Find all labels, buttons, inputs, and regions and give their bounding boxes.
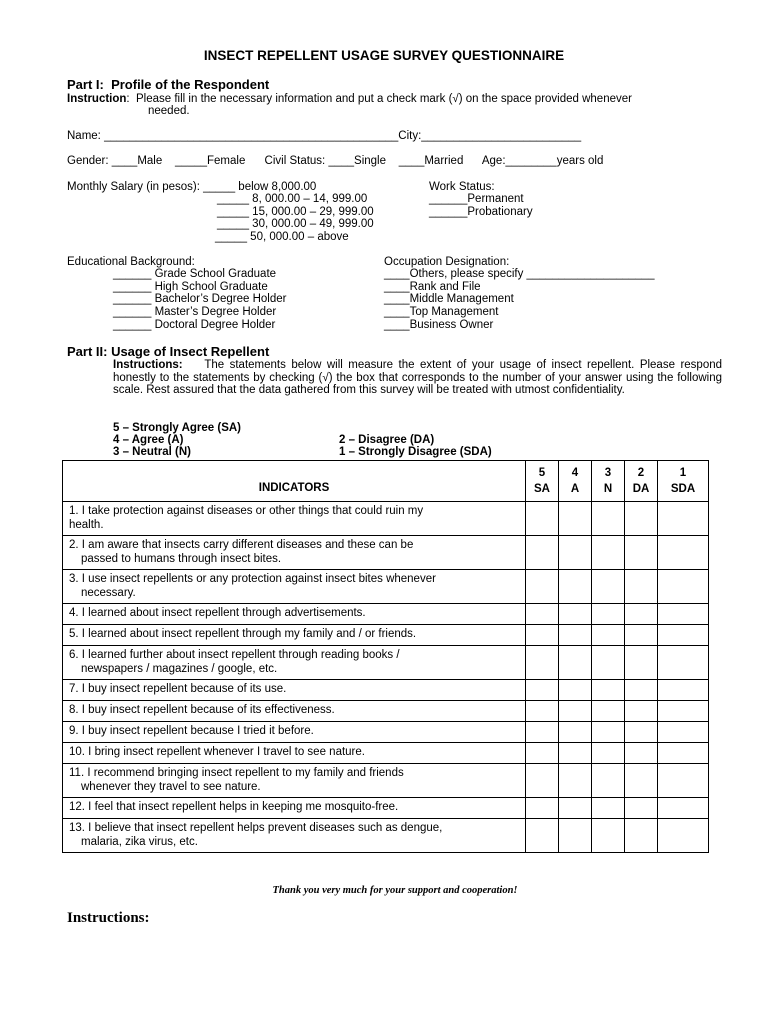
page-title: INSECT REPELLENT USAGE SURVEY QUESTIONNAIRE (203, 48, 565, 63)
table-row (63, 570, 709, 604)
rating-checkbox-cell[interactable] (658, 798, 709, 819)
rating-checkbox-cell[interactable] (559, 625, 592, 646)
indicator-cell (63, 536, 526, 570)
salary-option[interactable]: _____ 50, 000.00 – above (215, 231, 349, 243)
scale-column-header: 4 A (559, 461, 592, 502)
rating-checkbox-cell[interactable] (526, 743, 559, 764)
rating-checkbox-cell[interactable] (559, 680, 592, 701)
table-row (63, 536, 709, 570)
rating-checkbox-cell[interactable] (559, 570, 592, 604)
scale-column-header: 5 SA (526, 461, 559, 502)
occupation-option[interactable]: ____Middle Management (384, 293, 514, 305)
indicator-text: 8. I buy insect repellent because of its effectiveness. (69, 704, 335, 717)
table-row (63, 646, 709, 680)
rating-checkbox-cell[interactable] (559, 536, 592, 570)
scale-column-header: 2 DA (625, 461, 658, 502)
indicators-header: INDICATORS (63, 461, 526, 502)
scale-da: 2 – Disagree (DA) (339, 434, 435, 446)
indicator-cell (63, 743, 526, 764)
rating-checkbox-cell[interactable] (658, 764, 709, 798)
indicator-cell (63, 722, 526, 743)
education-label: Educational Background: (67, 256, 195, 268)
indicator-cell (63, 798, 526, 819)
indicator-text: 4. I learned about insect repellent through advertisements. (69, 607, 366, 620)
thank-you-note: Thank you very much for your support and cooperation! (272, 885, 518, 896)
rating-checkbox-cell[interactable] (526, 819, 559, 853)
rating-checkbox-cell[interactable] (526, 604, 559, 625)
indicator-cell (63, 764, 526, 798)
education-option[interactable]: ______ High School Graduate (113, 281, 268, 293)
indicator-cell (63, 604, 526, 625)
gender-civil-age-field[interactable]: Gender: ____Male _____Female Civil Status: ____Single ____Married Age:________years old (67, 155, 604, 167)
rating-checkbox-cell[interactable] (592, 680, 625, 701)
indicator-text: 7. I buy insect repellent because of its use. (69, 683, 287, 696)
part2-instructions-label: Instructions: (113, 359, 183, 371)
part1-instruction-label: Instruction (67, 93, 127, 105)
rating-checkbox-cell[interactable] (658, 819, 709, 853)
rating-checkbox-cell[interactable] (592, 536, 625, 570)
table-row (63, 604, 709, 625)
indicator-text: 11. I recommend bringing insect repellent to my family and friends (69, 767, 404, 779)
rating-checkbox-cell[interactable] (526, 701, 559, 722)
instructions-footer-heading: Instructions: (67, 910, 150, 926)
table-row (63, 502, 709, 536)
indicator-cell (63, 819, 526, 853)
rating-checkbox-cell[interactable] (625, 743, 658, 764)
indicator-text: 3. I use insect repellents or any protection against insect bites whenever (69, 573, 436, 585)
rating-checkbox-cell[interactable] (625, 798, 658, 819)
rating-checkbox-cell[interactable] (658, 722, 709, 743)
part1-instruction-cont: needed. (148, 105, 190, 117)
occupation-option[interactable]: ____Rank and File (384, 281, 481, 293)
indicator-cell (63, 646, 526, 680)
scale-sa: 5 – Strongly Agree (SA) (113, 422, 242, 434)
rating-checkbox-cell[interactable] (559, 798, 592, 819)
indicator-text: 1. I take protection against diseases or other things that could ruin my (69, 505, 424, 517)
part1-heading: Part I: Profile of the Respondent (67, 77, 270, 92)
scale-column-header: 3 N (592, 461, 625, 502)
part2-heading: Part II: Usage of Insect Repellent (67, 344, 270, 359)
rating-checkbox-cell[interactable] (658, 743, 709, 764)
scale-column-header: 1 SDA (658, 461, 709, 502)
table-row (63, 701, 709, 722)
rating-checkbox-cell[interactable] (526, 646, 559, 680)
work-status-option[interactable]: ______Probationary (429, 206, 533, 218)
rating-checkbox-cell[interactable] (592, 798, 625, 819)
part2-instructions-text: The statements below will measure the extent of your usage of insect repellent. Please respond honestly to the statements by checking (√) the box that corresponds to the number of your answer using the following scale. Rest assured that the data gathered from this survey will be treated with utmost confidentiality. (113, 359, 723, 396)
rating-checkbox-cell[interactable] (592, 604, 625, 625)
rating-checkbox-cell[interactable] (526, 722, 559, 743)
rating-checkbox-cell[interactable] (625, 701, 658, 722)
table-row (63, 819, 709, 853)
rating-checkbox-cell[interactable] (559, 743, 592, 764)
rating-checkbox-cell[interactable] (526, 536, 559, 570)
indicator-text: 9. I buy insect repellent because I tried it before. (69, 725, 314, 738)
rating-checkbox-cell[interactable] (559, 701, 592, 722)
rating-checkbox-cell[interactable] (658, 536, 709, 570)
rating-checkbox-cell[interactable] (625, 502, 658, 536)
indicator-cell (63, 625, 526, 646)
table-row (63, 625, 709, 646)
education-option[interactable]: ______ Master’s Degree Holder (113, 306, 277, 318)
indicator-text-cont: newspapers / magazines / google, etc. (81, 662, 278, 675)
rating-checkbox-cell[interactable] (625, 604, 658, 625)
indicator-text-cont: malaria, zika virus, etc. (81, 835, 198, 848)
indicator-text-cont: whenever they travel to see nature. (81, 780, 261, 793)
work-status-option[interactable]: ______Permanent (429, 193, 524, 205)
rating-checkbox-cell[interactable] (625, 646, 658, 680)
rating-checkbox-cell[interactable] (625, 625, 658, 646)
rating-checkbox-cell[interactable] (625, 764, 658, 798)
indicator-text: 10. I bring insect repellent whenever I travel to see nature. (69, 746, 365, 759)
rating-checkbox-cell[interactable] (625, 680, 658, 701)
part1-instruction (67, 93, 632, 105)
education-option[interactable]: ______ Bachelor’s Degree Holder (113, 293, 287, 305)
rating-checkbox-cell[interactable] (526, 798, 559, 819)
indicator-text-cont: necessary. (81, 586, 136, 599)
rating-checkbox-cell[interactable] (559, 819, 592, 853)
rating-checkbox-cell[interactable] (625, 819, 658, 853)
rating-checkbox-cell[interactable] (658, 625, 709, 646)
rating-checkbox-cell[interactable] (592, 701, 625, 722)
part2-instructions (113, 359, 722, 397)
occupation-option[interactable]: ____Business Owner (384, 319, 494, 331)
rating-checkbox-cell[interactable] (658, 570, 709, 604)
rating-checkbox-cell[interactable] (526, 570, 559, 604)
table-row (63, 680, 709, 701)
indicator-cell (63, 680, 526, 701)
indicator-text-cont: passed to humans through insect bites. (81, 552, 282, 565)
name-city-field[interactable]: Name: ______________________________________________City:_________________________ (67, 130, 582, 142)
salary-option[interactable]: _____ 8, 000.00 – 14, 999.00 (217, 193, 368, 205)
rating-checkbox-cell[interactable] (658, 646, 709, 680)
rating-checkbox-cell[interactable] (658, 680, 709, 701)
indicator-cell (63, 701, 526, 722)
indicator-text: 2. I am aware that insects carry different diseases and these can be (69, 539, 414, 551)
rating-checkbox-cell[interactable] (592, 743, 625, 764)
table-row (63, 764, 709, 798)
occupation-label: Occupation Designation: (384, 256, 510, 268)
indicator-text-cont: health. (69, 518, 104, 531)
rating-checkbox-cell[interactable] (658, 604, 709, 625)
rating-checkbox-cell[interactable] (559, 646, 592, 680)
indicator-text: 12. I feel that insect repellent helps in keeping me mosquito-free. (69, 801, 399, 814)
survey-table (62, 460, 709, 853)
rating-checkbox-cell[interactable] (526, 764, 559, 798)
rating-checkbox-cell[interactable] (559, 722, 592, 743)
rating-checkbox-cell[interactable] (625, 536, 658, 570)
occupation-option[interactable]: ____Others, please specify ____________________ (384, 268, 655, 280)
indicator-cell (63, 570, 526, 604)
education-option[interactable]: ______ Grade School Graduate (113, 268, 277, 280)
salary-label[interactable]: Monthly Salary (in pesos): _____ below 8,000.00 (67, 181, 317, 193)
rating-checkbox-cell[interactable] (559, 604, 592, 625)
rating-checkbox-cell[interactable] (592, 819, 625, 853)
rating-checkbox-cell[interactable] (592, 646, 625, 680)
occupation-option[interactable]: ____Top Management (384, 306, 499, 318)
salary-option[interactable]: _____ 30, 000.00 – 49, 999.00 (217, 218, 374, 230)
rating-checkbox-cell[interactable] (625, 722, 658, 743)
work-status-label: Work Status: (429, 181, 495, 193)
table-row (63, 722, 709, 743)
rating-checkbox-cell[interactable] (658, 502, 709, 536)
scale-a: 4 – Agree (A) (113, 434, 184, 446)
rating-checkbox-cell[interactable] (559, 502, 592, 536)
rating-checkbox-cell[interactable] (526, 680, 559, 701)
indicator-cell (63, 502, 526, 536)
indicator-text: 5. I learned about insect repellent through my family and / or friends. (69, 628, 417, 641)
scale-n: 3 – Neutral (N) (113, 446, 191, 458)
rating-checkbox-cell[interactable] (592, 625, 625, 646)
rating-checkbox-cell[interactable] (592, 502, 625, 536)
rating-checkbox-cell[interactable] (526, 502, 559, 536)
table-row (63, 798, 709, 819)
rating-checkbox-cell[interactable] (559, 764, 592, 798)
table-row (63, 743, 709, 764)
education-option[interactable]: ______ Doctoral Degree Holder (113, 319, 276, 331)
rating-checkbox-cell[interactable] (592, 722, 625, 743)
indicator-text: 13. I believe that insect repellent helps prevent diseases such as dengue, (69, 822, 443, 834)
rating-checkbox-cell[interactable] (592, 764, 625, 798)
rating-checkbox-cell[interactable] (658, 701, 709, 722)
indicator-text: 6. I learned further about insect repellent through reading books / (69, 649, 400, 661)
salary-option[interactable]: _____ 15, 000.00 – 29, 999.00 (217, 206, 374, 218)
rating-checkbox-cell[interactable] (526, 625, 559, 646)
rating-checkbox-cell[interactable] (625, 570, 658, 604)
scale-sda: 1 – Strongly Disagree (SDA) (339, 446, 492, 458)
part1-instruction-text: : Please fill in the necessary information and put a check mark (√) on the space provided whenever (126, 93, 632, 105)
rating-checkbox-cell[interactable] (592, 570, 625, 604)
